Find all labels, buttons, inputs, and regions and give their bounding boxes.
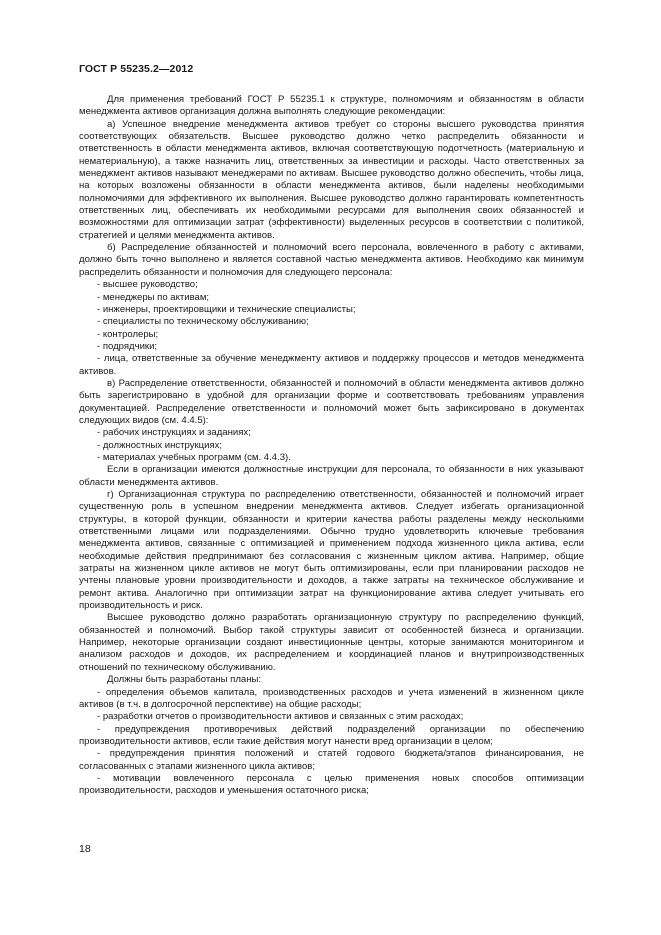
paragraph-v: в) Распределение ответственности, обязанностей и полномочий в области менеджмента активов должно быть зарегистрировано в удобной для организации форме и соответствовать требованиям управления документацией. Распределение ответственности и полномочий может быть зафиксировано в документах следующих видов (см. 4.4.5): bbox=[79, 377, 584, 426]
list-item: - определения объемов капитала, производственных расходов и учета изменений в жизненном цикле активов (в т.ч. в долгосрочной перспективе) на общие расходы; bbox=[79, 686, 584, 710]
job-instructions-paragraph: Если в организации имеются должностные инструкции для персонала, то обязанности в них указывают области менеджмента активов. bbox=[79, 464, 584, 488]
paragraph-a: а) Успешное внедрение менеджмента активов требует со стороны высшего руководства принятия соответствующих обязательств. Высшее руководство должно четко распределить обязанности и ответственность в области менеджмента активов, включая соответствующую подотчетность (материальную и нематериальную), а также назначить лиц, ответственных за инвестиции и расходы. Часто ответственных за менеджмент активов называют менеджерами по активам. Высшее руководство должно обеспечить, чтобы лица, на которых возложены обязанности в области менеджмента активов, были наделены необходимыми полномочиями для эффективного их выполнения. Высшее руководство должно гарантировать компетентность ответственных лиц, обеспечивать их необходимыми ресурсами для выполнения своих обязанностей и возможностями для оптимизации затрат (эффективности) выделенных ресурсов в соответствии с политикой, стратегией и целями менеджмента активов. bbox=[79, 118, 584, 241]
list-item: - разработки отчетов о производительности активов и связанных с этим расходах; bbox=[97, 711, 464, 723]
paragraph-g: г) Организационная структура по распределению ответственности, обязанностей и полномочий играет существенную роль в успешном внедрении менеджмента активов. Следует избегать организационной структуры, в которой функции, обязанности и критерии качества работы разделены между несколькими ответственными лицами или подразделениями. Обычно трудно удовлетворить ключевые требования менеджмента активов, связанные с оптимизацией и применением подхода жизненного цикла актива, если необходимые действия предпринимают без согласования с жизненным циклом актива. Например, общие затраты на жизненном цикле активов не могут быть оптимизированы, если при планировании расходов не учтены плановые уровни производительности и доходов, а также затраты на техническое обслуживание и ремонт актива. Аналогично при оптимизации затрат на функционирование актива следует учитывать его производительность и риск. bbox=[79, 489, 584, 612]
list-item: - высшее руководство; bbox=[97, 279, 198, 291]
plans-intro: Должны быть разработаны планы: bbox=[107, 674, 262, 686]
list-item: - менеджеры по активам; bbox=[97, 291, 210, 303]
list-item: - подрядчики; bbox=[97, 340, 158, 352]
list-item: - специалисты по техническому обслуживанию; bbox=[97, 316, 309, 328]
list-item: - материалах учебных программ (см. 4.4.3). bbox=[97, 451, 291, 463]
paragraph-b: б) Распределение обязанностей и полномочий всего персонала, вовлеченного в работу с активами, должно быть точно выполнено и является составной частью менеджмента активов. Необходимо как минимум распределить обязанности и полномочия для следующего персонала: bbox=[79, 242, 584, 278]
list-item: - лица, ответственные за обучение менеджменту активов и поддержку процессов и методов менеджмента активов. bbox=[79, 353, 584, 377]
document-header: ГОСТ Р 55235.2—2012 bbox=[79, 63, 194, 75]
management-structure-paragraph: Высшее руководство должно разработать организационную структуру по распределению функций, обязанностей и полномочий. Выбор такой структуры зависит от особенностей бизнеса и организации. Например, некоторые организации создают инвестиционные центры, которые занимаются мониторингом и анализом расходов и доходов, их распределением и координацией планов и внутрипроизводственных отношений по техническому обслуживанию. bbox=[79, 612, 584, 673]
list-item: - инженеры, проектировщики и технические специалисты; bbox=[97, 303, 356, 315]
document-body bbox=[79, 94, 584, 798]
intro-paragraph: Для применения требований ГОСТ Р 55235.1 к структуре, полномочиям и обязанностям в области менеджмента активов организация должна выполнять следующие рекомендации: bbox=[79, 94, 584, 118]
page-number: 18 bbox=[79, 843, 91, 855]
list-item: - мотивации вовлеченного персонала с целью применения новых способов оптимизации производительности, расходов и уменьшения остаточного риска; bbox=[79, 772, 584, 797]
list-item: - рабочих инструкциях и заданиях; bbox=[97, 427, 251, 439]
list-item: - предупреждения принятия положений и статей годового бюджета/этапов финансирования, не согласованных с этапами жизненного цикла активов; bbox=[79, 748, 584, 772]
list-item: - предупреждения противоречивых действий подразделений организации по обеспечению производительности активов, если такие действия могут нанести вред организации в целом; bbox=[79, 723, 584, 747]
list-item: - должностных инструкциях; bbox=[97, 439, 223, 451]
list-item: - контролеры; bbox=[97, 328, 159, 340]
